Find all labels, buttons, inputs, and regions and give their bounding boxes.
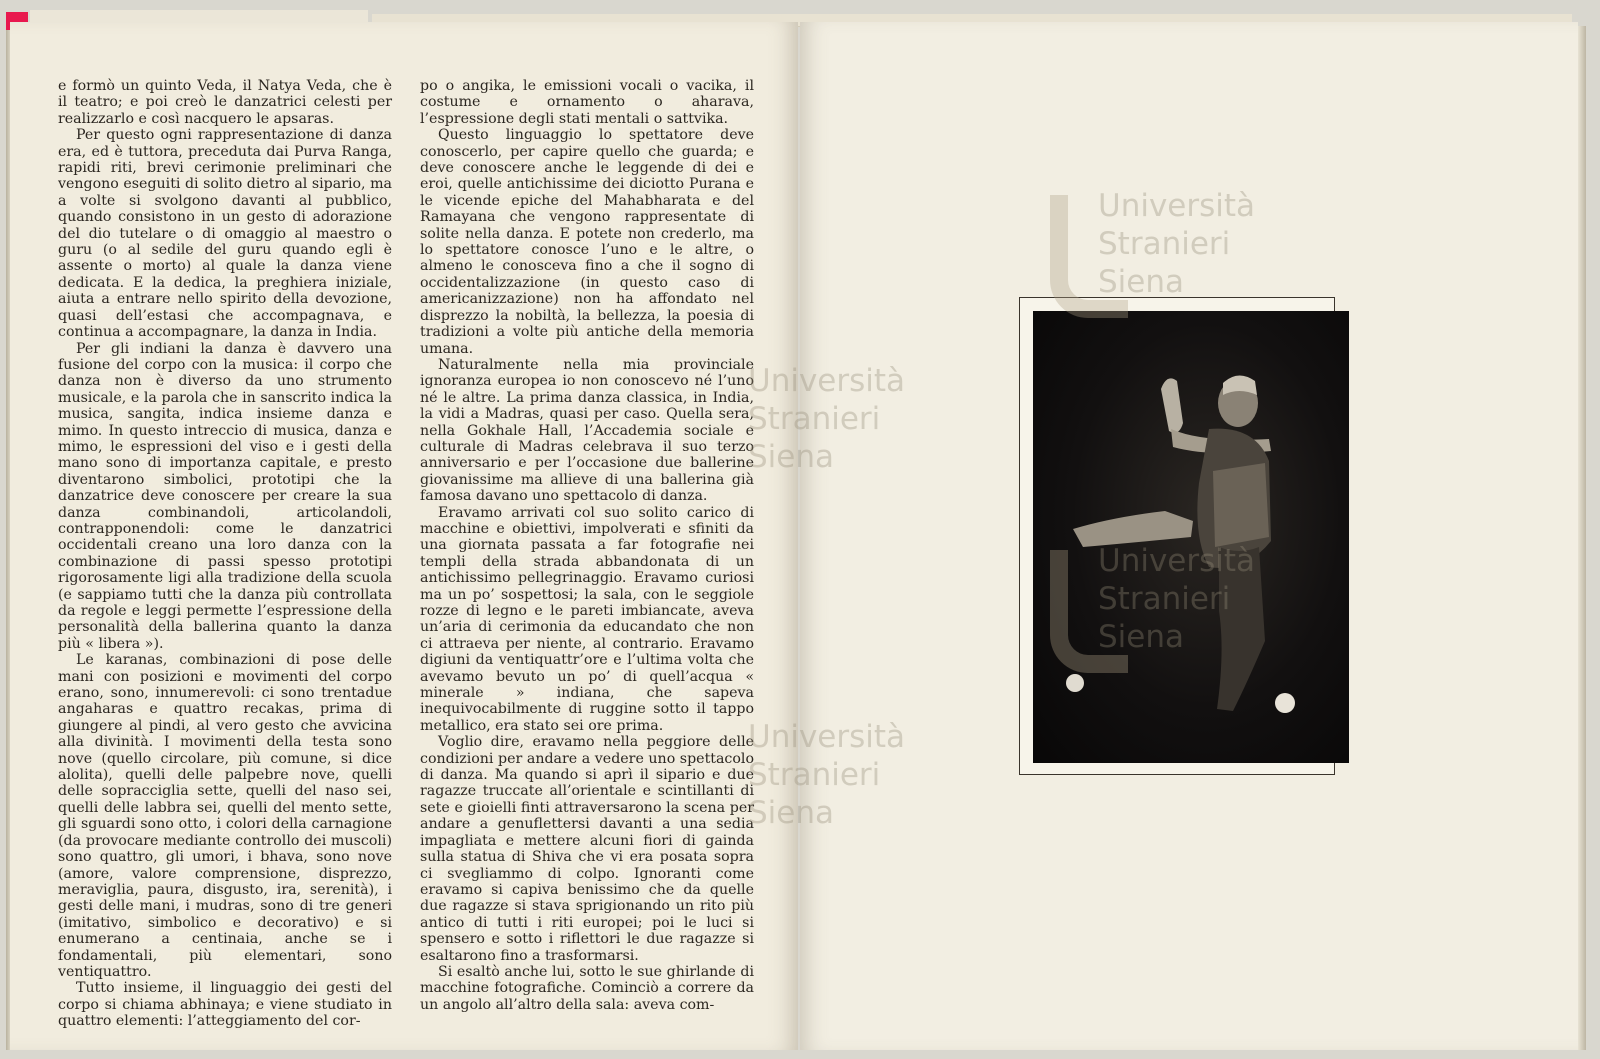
paragraph: Le karanas, combinazioni di pose delle mani con posizioni e movimenti del corpo erano, sono, innumerevoli: ci sono trentadue angaharas e quattro recakas, prima di giungere al pindi, al vero gesto che avvicina alla divinità. I movimenti della testa sono nove (quello circolare, più comune, si dice alolita), quelli delle palpebre nove, quelli delle sopracciglia sette, quelli del naso sei, quelli delle labbra sei, quelli del mento sette, gli sguardi sono otto, i colori della carnagione (da provocare mediante controllo dei muscoli) sono quattro, gli umori, i bhava, sono nove (amore, valore comprensione, disprezzo, meraviglia, paura, disgusto, ira, serenità), i gesti delle mani, i mudras, sono di tre generi (imitativo, simbolico e decorativo) e si enumerano a centinaia, anche se i fondamentali, più elementari, sono ventiquattro. [58,652,392,980]
paragraph: Voglio dire, eravamo nella peggiore delle condizioni per andare a vedere uno spettacolo di danza. Ma quando si aprì il sipario e due ragazze truccate all’orientale e scintillanti di sete e gioielli finti attraversarono la scena per andare a genuflettersi davanti a una sedia impagliata e mettere alcuni fiori di gainda sulla statua di Shiva che vi era posata sopra ci svegliammo di colpo. Ignoranti come eravamo si capiva benissimo che da quelle due ragazze si stava sprigionando un rito più antico di tutti i riti europei; poi le luci si spensero e sotto i riflettori le due ragazze si esaltarono fino a trasformarsi. [420,734,754,964]
watermark-line: Università [748,363,906,399]
watermark-line: Università [1098,188,1256,224]
text-column-2 [420,78,754,1013]
watermark-line: Siena [748,439,835,475]
paragraph: Per questo ogni rappresentazione di danza era, ed è tuttora, preceduta dai Purva Ranga, rapidi riti, brevi cerimonie preliminari che vengono eseguiti di solito dietro al sipario, ma a volte si svolgono davanti al pubblico, quando consistono in un gesto di adorazione del dio tutelare o di omaggio al maestro o guru (o al sedile del guru quando egli è assente o morto) al quale la danza viene dedicata. E la dedica, la preghiera iniziale, aiuta a entrare nello spirito della devozione, quasi dell’estasi che accompagnava, e continua a accompagnare, la danza in India. [58,127,392,341]
paragraph: Naturalmente nella mia provinciale ignoranza europea io non conoscevo né l’uno né le altre. La prima danza classica, in India, la vidi a Madras, quasi per caso. Quella sera, nella Gokhale Hall, l’Accademia sociale e culturale di Madras celebrava il suo terzo anniversario e per l’occasione due ballerine giovanissime ma allieve di una ballerina già famosa davano uno spettacolo di danza. [420,356,754,505]
paragraph: e formò un quinto Veda, il Natya Veda, che è il teatro; e poi creò le danzatrici celesti per realizzarlo e così nacquero le apsaras. [58,78,392,127]
book-edge-right [1578,26,1586,1050]
text-column-1 [58,78,392,1030]
watermark-line: Stranieri [1098,581,1231,617]
paragraph: Per gli indiani la danza è davvero una fusione del corpo con la musica: il corpo che danza non è diverso da uno strumento musicale, e la parola che in sanscrito indica la musica, sangita, indica insieme danza e mimo. In questo intreccio di musica, danza e mimo, le espressioni del viso e i gesti della mano sono di importanza capitale, e presto diventarono simbolici, prototipi che la danzatrice deve conoscere per creare la sua danza combinandoli, articolandoli, contrapponendoli: come le danzatrici occidentali creano una loro danza con la combinazione di passi spesso prototipi rigorosamente ligi alla tradizione della scuola (e sappiamo tutti che la danza più controllata da regole e leggi permette l’espressione della personalità della ballerina quanto la danza più « libera »). [58,340,392,652]
watermark-line: Siena [1098,264,1185,300]
paragraph: Eravamo arrivati col suo solito carico di macchine e obiettivi, impolverati e sfiniti da una giornata passata a far fotografie nei templi della strada abbandonata di un antichissimo pellegrinaggio. Eravamo curiosi ma un po’ sospettosi; la sala, con le seggiole rozze di legno e le pareti imbiancate, aveva un’aria di cerimonia da educandato che non ci attraeva per niente, al contrario. Eravamo digiuni da ventiquattr’ore e l’ultima volta che avevamo bevuto un po’ di quell’acqua « minerale » indiana, che sapeva inequivocabilmente di ruggine sotto il tappo metallico, era stato sei ore prima. [420,504,754,734]
paragraph: Si esaltò anche lui, sotto le sue ghirlande di macchine fotografiche. Cominciò a correre da un angolo all’altro della sala: aveva com- [420,963,754,1013]
paragraph: Tutto insieme, il linguaggio dei gesti del corpo si chiama abhinaya; e viene studiato in quattro elementi: l’atteggiamento del cor- [58,980,392,1030]
dancer-figure-graphic [1033,311,1349,763]
watermark-line: Stranieri [748,757,881,793]
watermark-line: Siena [748,795,835,831]
watermark-line: Stranieri [748,401,881,437]
paragraph: Questo linguaggio lo spettatore deve conoscerlo, per capire quello che guarda; e deve conoscere anche le leggende di dei e eroi, quelle antichissime dei diciotto Purana e le vicende epiche del Mahabharata e del Ramayana che vengono rappresentate di solite nella danza. E potete non crederlo, ma lo spettatore conosce l’uno e le altre, o almeno le conosceva fino a che il sogno di occidentalizzazione (in questo caso di americanizzazione) non ha affondato nel disprezzo la nobiltà, la bellezza, la poesia di tradizioni a volte più antiche della memoria umana. [420,127,754,357]
watermark-line: Università [748,719,906,755]
watermark-line: Stranieri [1098,226,1231,262]
watermark-line: Università [1098,543,1256,579]
dancer-photo [1033,311,1349,763]
watermark-line: Siena [1098,619,1185,655]
paragraph: po o angika, le emissioni vocali o vacika, il costume e ornamento o aharava, l’espressione degli stati mentali o sattvika. [420,78,754,127]
